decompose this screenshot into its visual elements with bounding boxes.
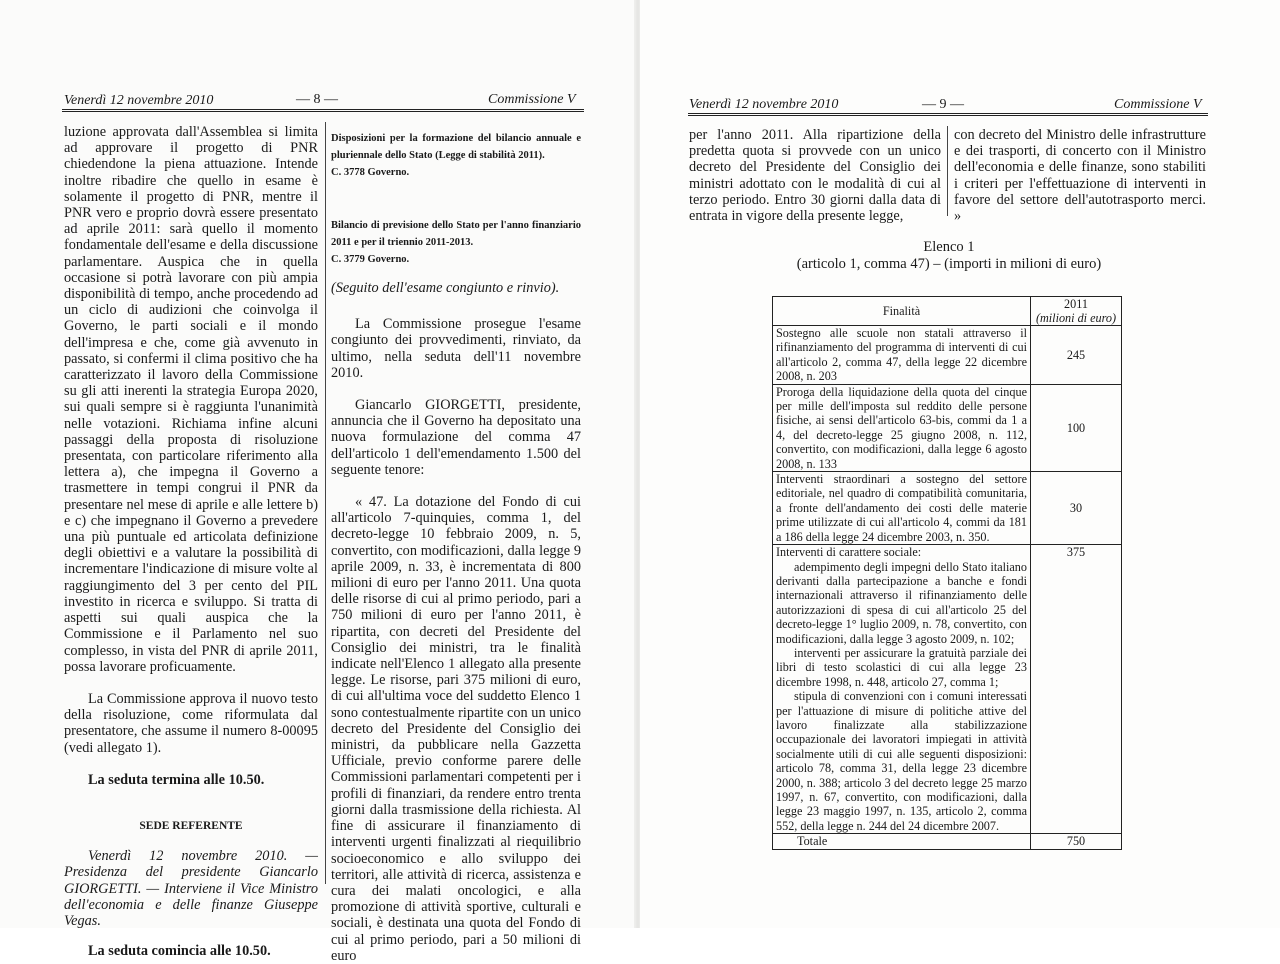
right-col2-text: con decreto del Ministro delle infrastrutture e dei trasporti, di concerto con il Ministro dell'economia e delle finanze, sono stabiliti i criteri per l'effettuazione di interventi in favore del settore dell'autotrasporto merci. »	[954, 127, 1206, 225]
left-col1-approval: La Commissione approva il nuovo testo della risoluzione, come riformulata dal presentatore, che assume il numero 8-00095 (vedi allegato 1).	[64, 690, 318, 756]
header-finalita: Finalità	[773, 297, 1031, 326]
elenco-table	[772, 296, 1122, 850]
header-year	[1031, 297, 1122, 326]
table-row	[773, 384, 1122, 471]
header-year-label: 2011	[1064, 297, 1088, 311]
elenco-header-row	[773, 297, 1122, 326]
left-column-divider	[325, 122, 326, 884]
right-page	[640, 0, 1280, 928]
left-header-date: Venerdì 12 novembre 2010	[64, 93, 214, 108]
total-label: Totale	[773, 834, 1031, 849]
elenco-title: Elenco 1	[923, 239, 975, 255]
elenco-subtitle: (articolo 1, comma 47) – (importi in milioni di euro)	[796, 256, 1102, 272]
row-amount: 245	[1031, 326, 1122, 385]
social-item: adempimento degli impegni dello Stato italiano derivanti dalla partecipazione a banche e fondi internazionali attraverso il rifinanziamento delle autorizzazioni di spesa di cui all'articolo 25 del decreto-legge 1° luglio 2009, n. 78, convertito, con modificazioni, dalla legge 3 agosto 2009, n. 102;	[776, 559, 1027, 646]
right-column-2	[954, 127, 1206, 224]
left-column-1	[64, 124, 318, 959]
row-finalita: Proroga della liquidazione della quota del cinque per mille dell'imposta sul reddito delle persone fisiche, ai sensi dell'articolo 63-bis, commi da 1 a 4, del decreto-legge 25 giugno 2008, n. 112, convertito, con modificazioni, dalla legge 6 agosto 2008, n. 133	[773, 384, 1031, 471]
right-header-date: Venerdì 12 novembre 2010	[689, 97, 839, 112]
row-finalita: Sostegno alle scuole non statali attraverso il rifinanziamento del programma di interventi di cui all'articolo 2, comma 47, della legge 22 dicembre 2008, n. 203	[773, 326, 1031, 385]
row-amount: 30	[1031, 472, 1122, 545]
header-unit-label: (milioni di euro)	[1035, 311, 1117, 325]
left-page-number: — 8 —	[296, 92, 338, 107]
left-page	[0, 0, 636, 964]
left-seduta-termina: La seduta termina alle 10.50.	[88, 771, 265, 788]
presidenza-note: Venerdì 12 novembre 2010. — Presidenza del presidente Giancarlo GIORGETTI. — Interviene il Vice Ministro dell'economia e delle finanze Giuseppe Vegas.	[64, 848, 318, 929]
row-social-finalita	[773, 545, 1031, 834]
left-col2-para2: Giancarlo GIORGETTI, presidente, annuncia che il Governo ha depositato una nuova formulazione del comma 47 dell'articolo 1 dell'emendamento 1.500 del seguente tenore:	[331, 397, 581, 478]
right-page-number: — 9 —	[922, 97, 964, 112]
row-amount: 100	[1031, 384, 1122, 471]
social-item: interventi per assicurare la gratuità parziale dei libri di testo scolastici di cui alla legge 23 dicembre 1998, n. 448, articolo 27, comma 1;	[776, 645, 1027, 689]
total-amount: 750	[1031, 834, 1122, 849]
bill-title-3778: Disposizioni per la formazione del bilancio annuale e pluriennale dello Stato (Legge di stabilità 2011).	[331, 133, 581, 161]
table-row	[773, 326, 1122, 385]
bill-number-3778: C. 3778 Governo.	[331, 167, 410, 178]
right-column-1	[689, 127, 941, 224]
table-row-social	[773, 545, 1122, 834]
left-col2-para1: La Commissione prosegue l'esame congiunto dei provvedimenti, rinviato, da ultimo, nella seduta dell'11 novembre 2010.	[331, 316, 581, 381]
right-col1-text: per l'anno 2011. Alla ripartizione della predetta quota si provvede con un unico decreto del Presidente del Consiglio dei ministri adottato con le modalità di cui al terzo periodo. Entro 30 giorni dalla data di entrata in vigore della presente legge,	[689, 127, 941, 225]
left-header-rule	[62, 109, 584, 112]
left-col1-paragraph: luzione approvata dall'Assemblea si limita ad approvare il progetto di PNR chiedendone la piena attuazione. Intende inoltre ribadire che quello in esame è solamente il progetto di PNR, mentre il PNR vero e proprio dovrà essere presentato ad aprile 2011: sarà quello il momento fondamentale dell'esame e della discussione parlamentare. Auspica che in quella occasione si potrà lavorare con più ampia disponibilità di tempo, anche procedendo ad un ciclo di audizioni che coinvolga il Governo, le parti sociali e il mondo dell'impresa e che, come già avvenuto in passato, si confermi il clima positivo che ha caratterizzato il lavoro della Commissione su gli atti inerenti la strategia Europa 2020, sui quali sempre si è raggiunta l'unanimità nelle votazioni. Richiama infine alcuni passaggi della proposta di risoluzione presentata, con particolare riferimento alla lettera a), che impegna il Governo a trasmettere in tempi congrui il PNR da presentare nel mese di aprile e alle lettere b) e c) che impegnano il Governo a prevedere una più puntuale ed articolata definizione degli obiettivi e a valutare la possibilità di incrementare l'indicazione di misure volte al raggiungimento del 3 per cento del PIL investito in ricerca e sviluppo. Si tratta di aspetti sui quali auspica che la Commissione e il Parlamento nel suo complesso, in vista del PNR di aprile 2011, possa lavorare proficuamente.	[64, 124, 318, 675]
bill-title-3779: Bilancio di previsione dello Stato per l'anno finanziario 2011 e per il triennio 2011-2013.	[331, 220, 581, 248]
sede-referente-heading: SEDE REFERENTE	[139, 819, 243, 832]
left-header-commission: Commissione V	[488, 92, 576, 107]
elenco-heading	[760, 239, 1138, 273]
social-item: stipula di convenzioni con i comuni interessati per l'attuazione di misure di politiche attive del lavoro finalizzate alla stabilizzazione occupazionale dei lavoratori impiegati in attività socialmente utili di cui alle seguenti disposizioni: articolo 78, comma 31, della legge 23 dicembre 2000, n. 388; articolo 3 del decreto legge 25 marzo 1997, n. 67, convertito, con modificazioni, dalla legge 23 maggio 1997, n. 135, articolo 2, comma 552, della legge n. 244 del 24 dicembre 2007.	[776, 689, 1027, 833]
row-finalita: Interventi straordinari a sostegno del settore editoriale, nel quadro di compatibilità comunitaria, a fronte dell'andamento dei costi delle materie prime utilizzate di cui all'articolo 4, commi da 181 a 186 della legge 24 dicembre 2003, n. 350.	[773, 472, 1031, 545]
right-column-divider	[947, 126, 948, 216]
left-column-2	[331, 124, 581, 964]
table-total-row	[773, 834, 1122, 849]
right-header-commission: Commissione V	[1114, 97, 1202, 112]
bill-number-3779: C. 3779 Governo.	[331, 254, 410, 265]
table-row	[773, 472, 1122, 545]
social-heading: Interventi di carattere sociale:	[776, 545, 922, 560]
left-seduta-comincia: La seduta comincia alle 10.50.	[88, 943, 271, 960]
left-col2-comma47: « 47. La dotazione del Fondo di cui all'articolo 7-quinquies, comma 1, del decreto-legge 10 febbraio 2009, n. 5, convertito, con modificazioni, dalla legge 9 aprile 2009, n. 33, è incrementata di 800 milioni di euro per l'anno 2011. Una quota delle risorse di cui al primo periodo, pari a 750 milioni di euro per l'anno 2011, è ripartita, con decreti del Presidente del Consiglio dei ministri, tra le finalità indicate nell'Elenco 1 allegato alla presente legge. Le risorse, pari 375 milioni di euro, di cui all'ultima voce del suddetto Elenco 1 sono contestualmente ripartite con un unico decreto del Presidente del Consiglio dei ministri, da pubblicare nella Gazzetta Ufficiale, previo conforme parere delle Commissioni parlamentari competenti per i profili di finanziari, da rendere entro trenta giorni dalla trasmissione della richiesta. Al fine di assicurare il finanziamento di interventi urgenti finalizzati al riequilibrio socioeconomico e allo sviluppo dei territori, alle attività di ricerca, assistenza e cura dei malati oncologici, e alla promozione di attività sportive, culturali e sociali, è destinata una quota del Fondo di cui al primo periodo, pari a 50 milioni di euro	[331, 494, 581, 964]
row-social-amount: 375	[1031, 545, 1122, 834]
seguito-esame: (Seguito dell'esame congiunto e rinvio).	[331, 280, 560, 296]
right-header-rule	[688, 113, 1208, 116]
